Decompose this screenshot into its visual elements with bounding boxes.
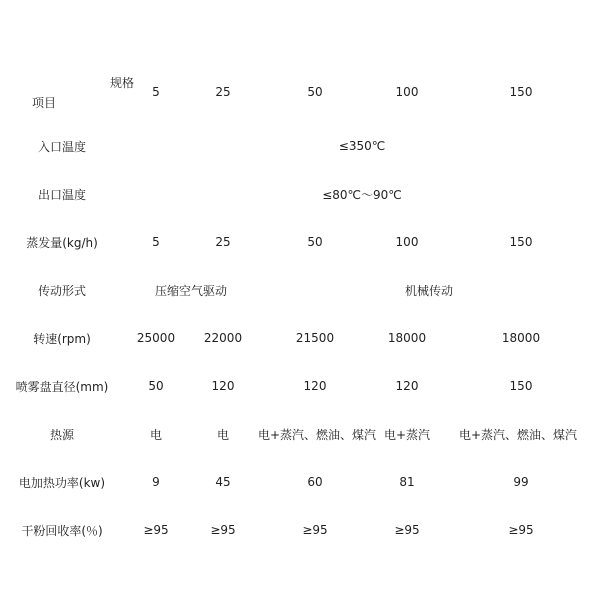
table-cell: 120	[211, 379, 235, 393]
table-cell: ≥95	[302, 523, 328, 537]
item-label: 项目	[32, 96, 57, 110]
row-label: 蒸发量(kg/h)	[26, 235, 98, 250]
table-cell: 电+蒸汽、燃油、煤汽	[258, 427, 377, 442]
table-cell: 21500	[295, 331, 335, 345]
size-5-header: 5	[152, 85, 160, 99]
table-row-recovery	[0, 506, 600, 554]
table-cell: 120	[303, 379, 327, 393]
drive-air-value: 压缩空气驱动	[154, 283, 227, 298]
size-150-header: 150	[509, 85, 533, 99]
row-label: 干粉回收率(％)	[21, 523, 103, 538]
table-cell: 150	[509, 235, 533, 249]
outlet-temp-value: ≤80℃～90℃	[322, 187, 402, 202]
inlet-temp-value: ≤350℃	[338, 139, 386, 153]
table-cell: ≥95	[143, 523, 169, 537]
row-label: 出口温度	[37, 187, 86, 202]
table-row-heat-source	[0, 410, 600, 458]
row-label: 入口温度	[37, 139, 86, 154]
table-row-drive	[0, 266, 600, 314]
table-cell: 9	[152, 475, 160, 489]
table-cell: 电	[216, 427, 229, 442]
table-cell: 100	[395, 235, 419, 249]
header-corner-cell	[0, 62, 135, 122]
table-cell: ≥95	[394, 523, 420, 537]
table-row-evaporation	[0, 218, 600, 266]
row-label: 电加热功率(kw)	[18, 475, 106, 490]
table-cell: 45	[215, 475, 231, 489]
row-label: 热源	[49, 427, 74, 442]
table-cell: 50	[148, 379, 164, 393]
table-cell: 18000	[387, 331, 427, 345]
table-cell: 5	[152, 235, 160, 249]
row-label: 喷雾盘直径(mm)	[15, 379, 109, 394]
header-row	[0, 62, 600, 122]
row-label: 传动形式	[37, 283, 86, 298]
table-cell: 60	[307, 475, 323, 489]
table-cell: 25	[215, 235, 231, 249]
table-row-heat-power	[0, 458, 600, 506]
drive-mech-value: 机械传动	[404, 283, 453, 298]
spec-label: 规格	[110, 76, 135, 90]
spec-table	[0, 62, 600, 554]
size-25-header: 25	[215, 85, 231, 99]
table-cell: 22000	[203, 331, 243, 345]
table-cell: 120	[395, 379, 419, 393]
table-cell: 99	[513, 475, 529, 489]
table-cell: 150	[509, 379, 533, 393]
size-50-header: 50	[307, 85, 323, 99]
table-cell: ≥95	[508, 523, 534, 537]
table-row-inlet-temp	[0, 122, 600, 170]
size-100-header: 100	[395, 85, 419, 99]
row-label: 转速(rpm)	[33, 331, 91, 346]
table-row-disc	[0, 362, 600, 410]
table-row-outlet-temp	[0, 170, 600, 218]
table-cell: 81	[399, 475, 415, 489]
table-cell: 18000	[501, 331, 541, 345]
table-cell: 电+蒸汽、燃油、煤汽	[458, 427, 578, 442]
table-cell: 50	[307, 235, 323, 249]
table-row-speed	[0, 314, 600, 362]
table-cell: 25000	[136, 331, 176, 345]
table-cell: 电+蒸汽	[383, 427, 431, 442]
table-cell: 电	[149, 427, 162, 442]
table-cell: ≥95	[210, 523, 236, 537]
